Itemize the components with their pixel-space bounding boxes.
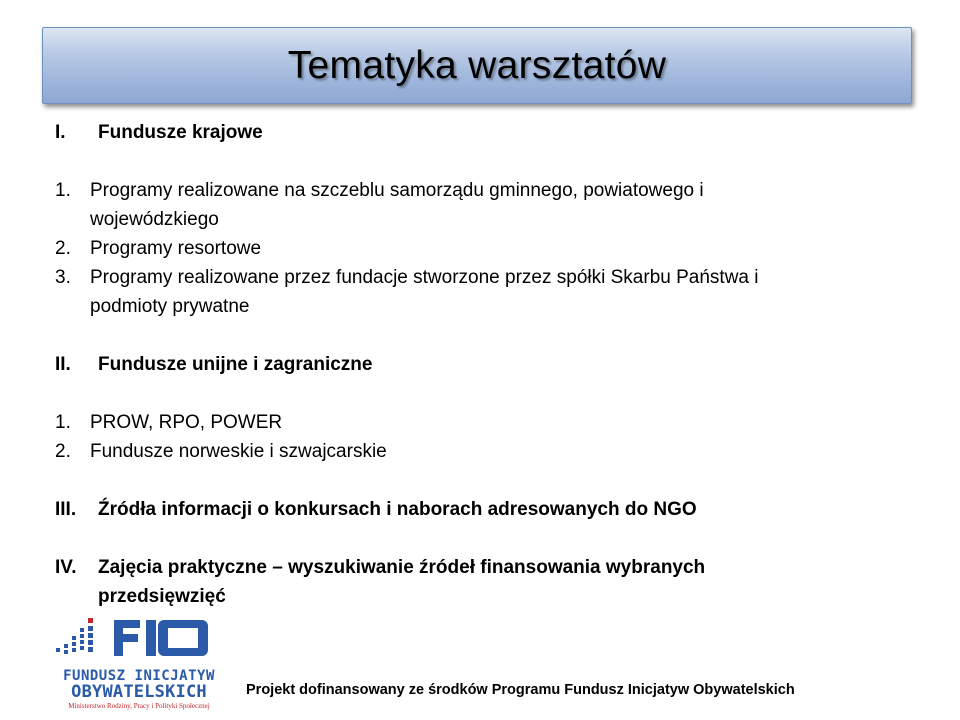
section-numeral: IV. — [55, 557, 77, 578]
list-number: 2. — [55, 238, 71, 259]
section-numeral: III. — [55, 499, 77, 520]
section-heading-2 — [55, 350, 915, 379]
list-text: Fundusze norweskie i szwajcarskie — [90, 441, 387, 462]
section-heading-3 — [55, 495, 915, 524]
list-item — [55, 263, 915, 321]
section-heading-line: Zajęcia praktyczne – wyszukiwanie źródeł finansowania wybranych — [98, 557, 706, 578]
list-text: PROW, RPO, POWER — [90, 412, 283, 433]
list-number: 1. — [55, 412, 71, 433]
section-heading: Fundusze unijne i zagraniczne — [98, 354, 373, 375]
list-text-line: podmioty prywatne — [90, 296, 250, 317]
section-heading-line: przedsięwzięć — [98, 586, 226, 607]
list-text-line: Programy realizowane na szczeblu samorządu gminnego, powiatowego i — [90, 180, 704, 201]
list-item — [55, 437, 915, 466]
list-number: 3. — [55, 267, 71, 288]
slide-title: Tematyka warsztatów — [287, 43, 667, 87]
section-heading-4 — [55, 553, 915, 611]
section-heading-1 — [55, 118, 915, 147]
section-heading: Źródła informacji o konkursach i naborach adresowanych do NGO — [98, 499, 697, 520]
section-heading: Fundusze krajowe — [98, 122, 263, 143]
list-number: 1. — [55, 180, 71, 201]
list-text-line: Programy realizowane przez fundacje stworzone przez spółki Skarbu Państwa i — [90, 267, 759, 288]
list-text — [90, 263, 915, 321]
logo-line2: OBYWATELSKICH — [71, 682, 207, 702]
list-item — [55, 176, 915, 234]
list-text-line: wojewódzkiego — [90, 209, 219, 230]
list-item — [55, 408, 915, 437]
list-item — [55, 234, 915, 263]
slide-content — [55, 118, 915, 611]
list-text — [90, 176, 915, 234]
section-numeral: II. — [55, 354, 71, 375]
logo-line1: FUNDUSZ INICJATYW — [63, 668, 215, 684]
section-numeral: I. — [55, 122, 66, 143]
fio-logo-mark — [52, 614, 222, 670]
footer-text: Projekt dofinansowany ze środków Programu Fundusz Inicjatyw Obywatelskich — [246, 682, 795, 698]
title-bar — [42, 27, 912, 104]
list-text: Programy resortowe — [90, 238, 262, 259]
fio-logo — [52, 614, 222, 714]
section-heading — [98, 553, 915, 611]
logo-ministry: Ministerstwo Rodziny, Pracy i Polityki Społecznej — [68, 702, 210, 710]
list-number: 2. — [55, 441, 71, 462]
